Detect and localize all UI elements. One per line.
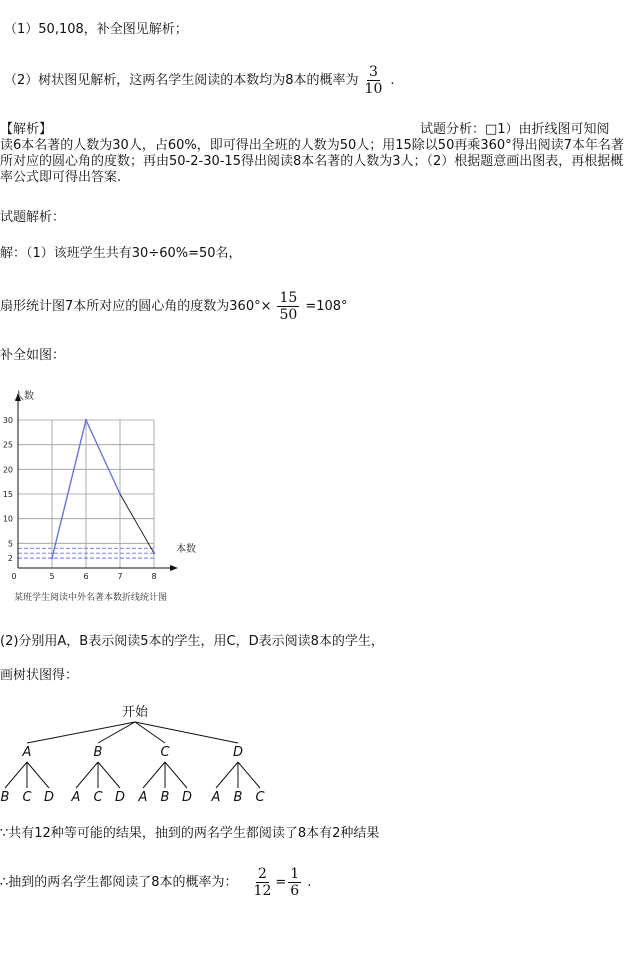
tree-nodes [1,745,266,805]
fraction-numerator: 3 [369,64,378,80]
tree-edge [165,762,187,788]
analysis-body: 读6本名著的人数为30人，占60%，即可得出全班的人数为50人；用15除以50再乘360°得出阅读7本年名著所对应的圆心角的度数；再由50-2-30-15得出阅读8本名著的人数为3人；（2）根据题意画出图表，再根据概率公式即可得出答案. [0,138,624,185]
answer-part1: （1）50,108，补全图见解析； [4,22,188,37]
tree-node-level2: D [43,790,55,805]
tree-edge [27,722,135,743]
x-tick-label: 7 [117,572,123,581]
chart-series [51,419,155,560]
tree-node-level2: B [160,790,170,805]
answer-part2 [4,64,395,97]
tree-edge [143,762,165,788]
solution-tree-intro: 画树状图得： [0,668,79,683]
tree-edge [5,762,27,788]
chart-caption: 某班学生阅读中外名著本数折线统计图 [14,593,168,603]
line-chart [0,385,230,610]
data-point [85,419,87,421]
data-point [51,557,53,559]
y-tick-label: 5 [7,539,13,549]
tree-node-level1: C [160,745,170,760]
fraction-denominator: 6 [290,883,300,899]
tree-node-level2: A [138,790,148,805]
tree-node-level2: D [181,790,193,805]
fraction-denominator: 10 [364,81,383,97]
tree-node-level1: D [232,745,244,760]
x-tick-label: 0 [11,572,17,581]
chart-y-axis-label: 人数 [14,391,34,402]
tree-root: 开始 [121,705,149,720]
chart-grid [18,420,154,568]
completed-line-segment [120,494,154,553]
y-tick-label: 10 [2,514,13,524]
fraction-numerator: 1 [290,866,300,882]
data-point [153,552,155,554]
series-line-segment [86,420,120,494]
analysis-intro: 试题分析：□1）由折线图可知阅 [420,122,610,137]
solution-step2-result: =108° [305,298,348,314]
x-tick-label: 6 [83,572,89,581]
fraction-denominator: 50 [279,307,298,323]
tree-node-level1: B [93,745,103,760]
x-axis-arrow [170,565,178,571]
conclusion-fraction-1 [252,866,274,899]
solution-heading: 试题解析： [0,210,66,225]
tree-node-level2: A [211,790,221,805]
tree-node-level2: C [255,790,265,805]
y-tick-label: 20 [2,465,13,475]
tree-edges [5,722,260,788]
solution-part2-intro: (2)分别用A，B表示阅读5本的学生，用C，D表示阅读8本的学生， [0,634,384,649]
tree-edge [238,762,260,788]
solution-conclusion1: ∵共有12种等可能的结果，抽到的两名学生都阅读了8本有2种结果 [0,826,380,841]
tree-diagram [0,700,280,810]
y-tick-label: 25 [2,440,13,450]
analysis-label: 【解析】 [0,122,53,137]
y-tick-label: 15 [2,490,13,499]
equals-sign: = [275,874,287,890]
data-point [119,493,121,495]
chart-tick-labels [3,416,157,581]
conclusion-fraction-2 [288,866,301,899]
tree-node-level2: B [233,790,243,805]
fraction-denominator: 12 [253,883,272,899]
solution-step3: 补全如图： [0,348,66,363]
solution-conclusion2-period: . [307,874,312,890]
solution-conclusion2-text: ∴抽到的两名学生都阅读了8本的概率为： [0,874,238,890]
tree-node-level2: D [114,790,126,805]
solution-step2 [0,290,348,323]
fraction-numerator: 15 [279,290,298,306]
answer-part2-text: （2）树状图见解析，这两名学生阅读的本数均为8本的概率为 [4,72,359,88]
tree-edge [98,762,120,788]
answer-part2-period: . [390,72,395,88]
tree-node-level2: C [22,790,32,805]
series-line-segment [52,420,86,558]
x-tick-label: 5 [49,572,55,581]
chart-x-axis-label: 本数 [176,544,196,555]
y-tick-label: 30 [2,416,13,425]
tree-node-level2: C [93,790,103,805]
x-tick-label: 8 [151,572,157,581]
tree-node-level1: A [22,745,32,760]
tree-node-level2: A [71,790,81,805]
answer-part2-fraction [363,64,385,97]
fraction-numerator: 2 [258,866,267,882]
tree-node-level2: B [0,790,10,805]
tree-edge [76,762,98,788]
y-tick-label: 2 [7,554,13,564]
solution-conclusion2 [0,866,311,899]
solution-step2-fraction [277,290,299,323]
solution-step1: 解：（1）该班学生共有30÷60%=50名， [0,246,242,261]
solution-step2-text: 扇形统计图7本所对应的圆心角的度数为360°× [0,298,272,314]
tree-edge [216,762,238,788]
tree-edge [27,762,49,788]
